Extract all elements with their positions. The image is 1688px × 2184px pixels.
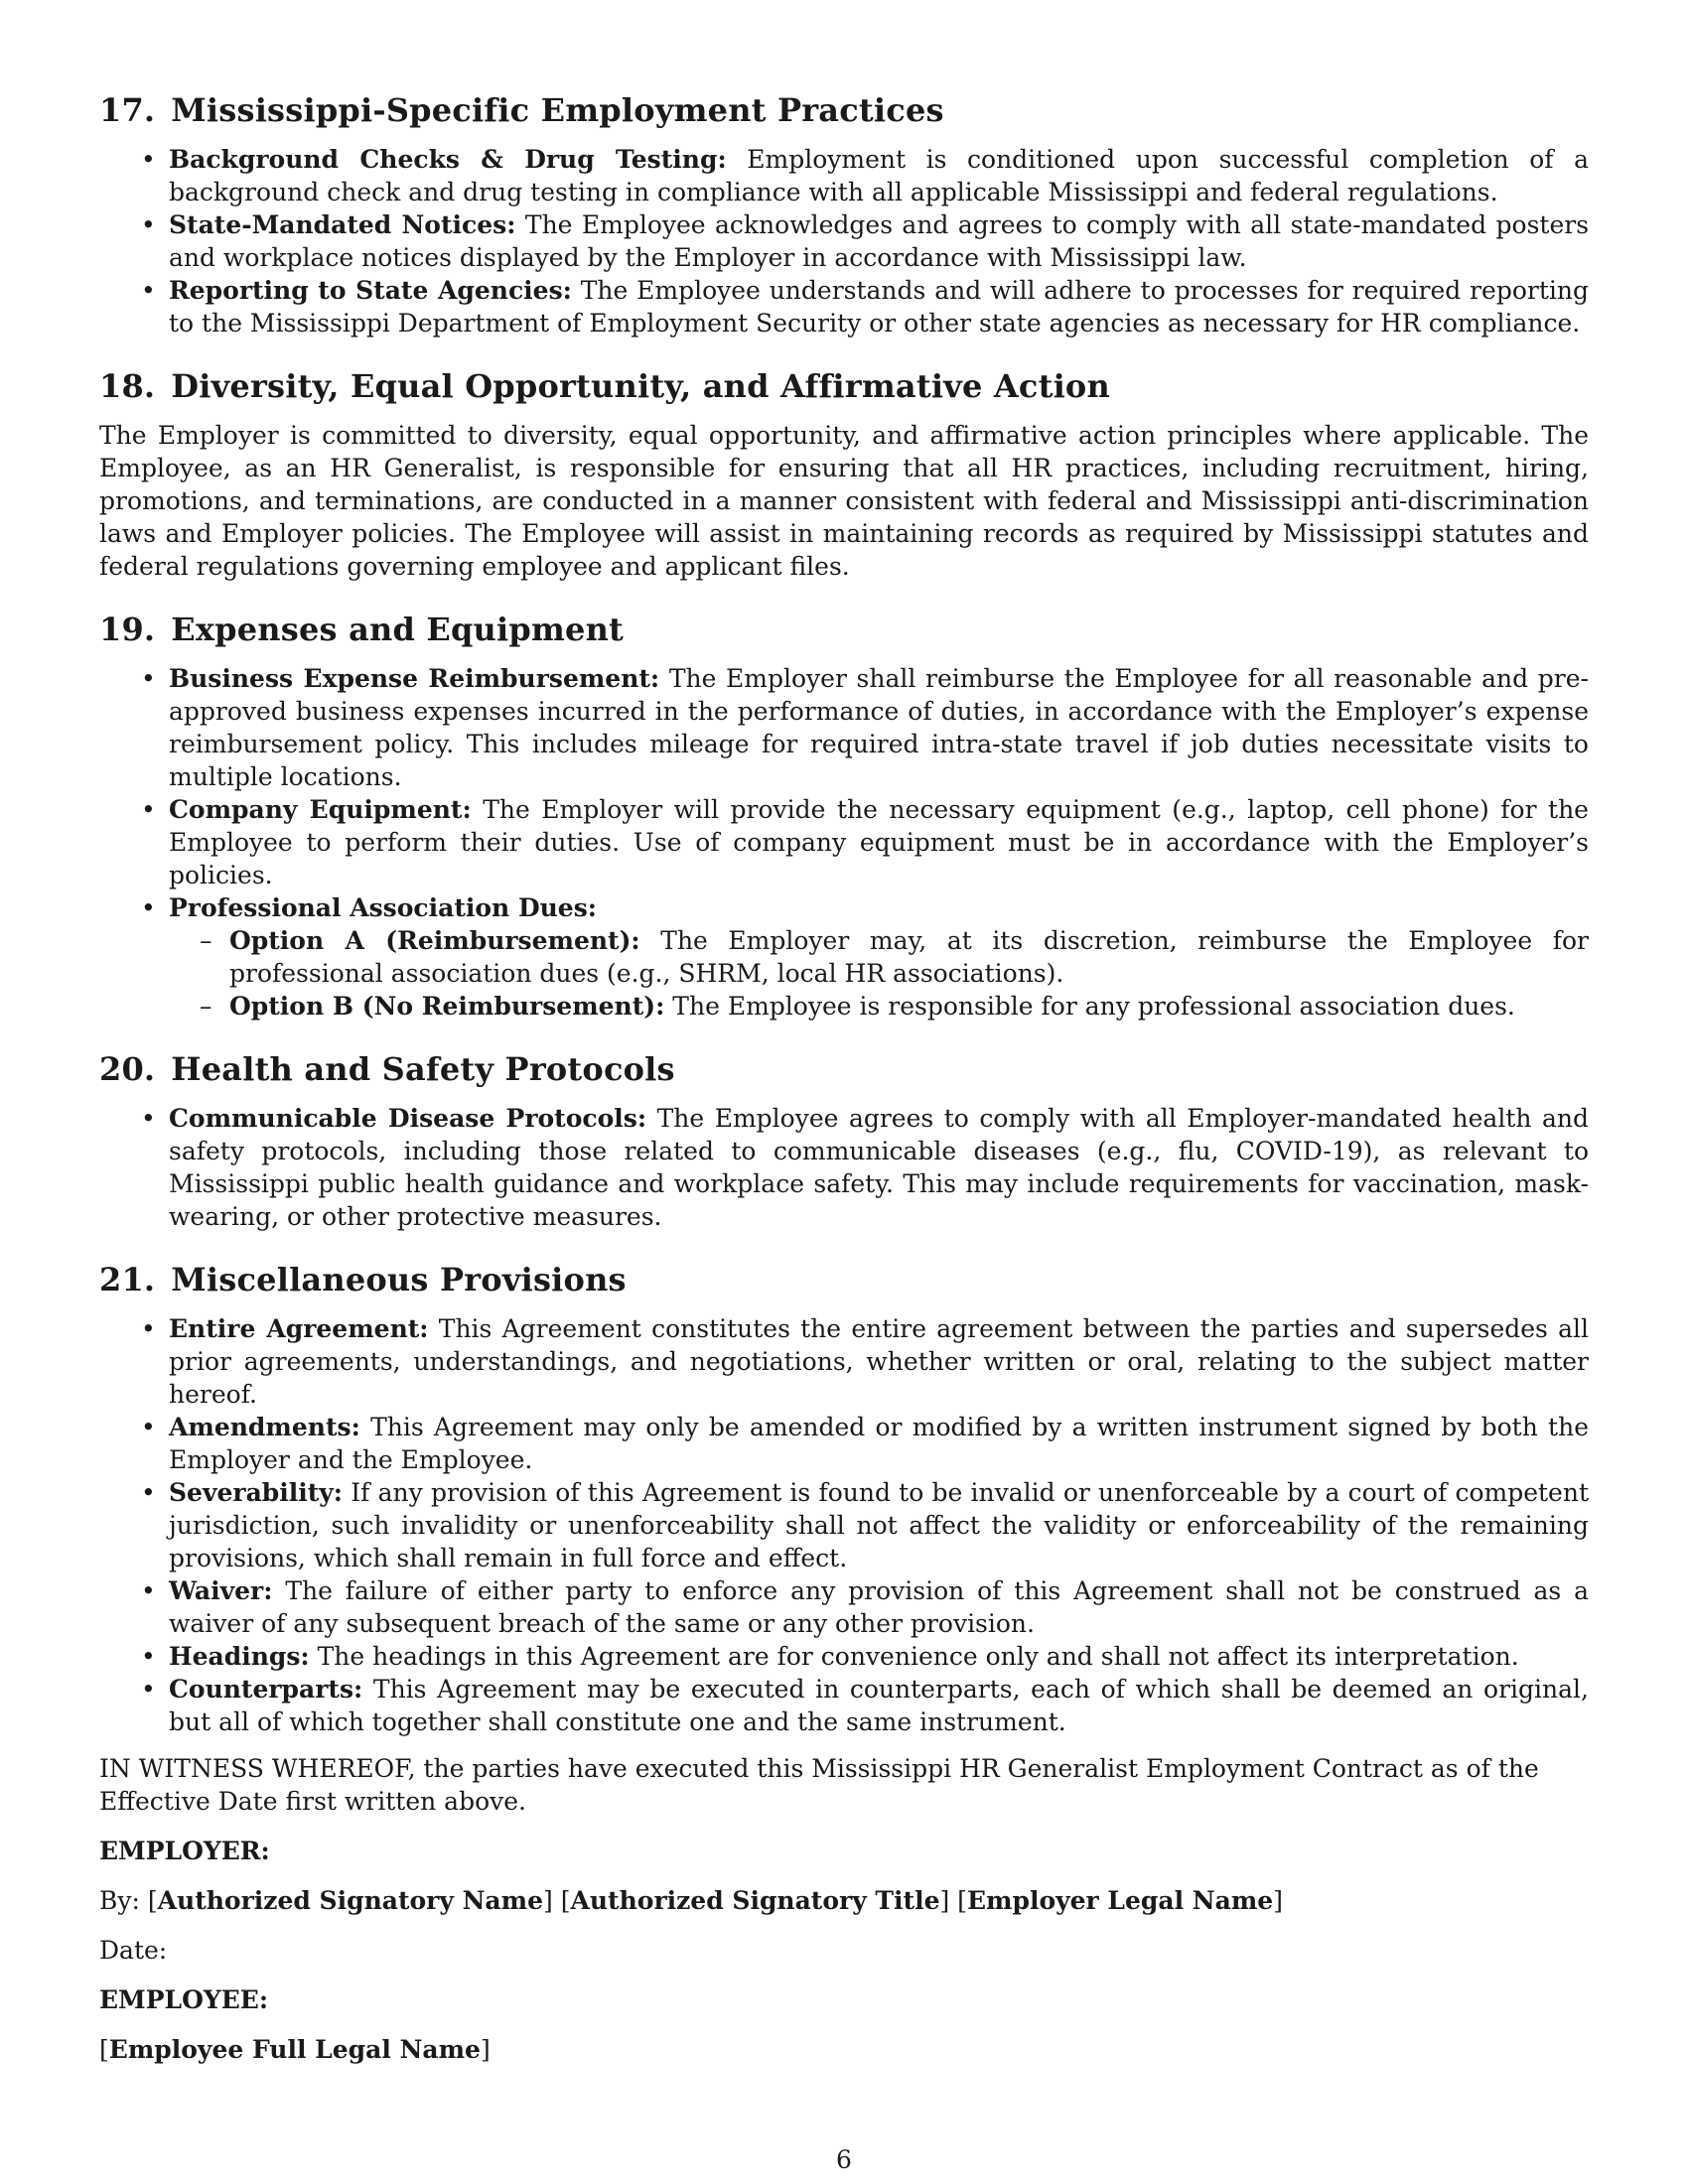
employer-signature-line: By: [Authorized Signatory Name] [Authorized Signatory Title] [Employer Legal Name]	[99, 1886, 1283, 1915]
list-item: • Reporting to State Agencies: The Employee understands and will adhere to processes for required reporting to the Mississippi Department of Employment Security or other state agencies as necessary for HR compliance.	[169, 274, 1589, 340]
section-heading: 17. Mississippi-Specific Employment Practices	[99, 91, 944, 129]
sub-list-item: – Option A (Reimbursement): The Employer may, at its discretion, reimburse the Employee for professional association dues (e.g., SHRM, local HR associations).	[229, 924, 1589, 990]
list-item: • Headings: The headings in this Agreement are for convenience only and shall not affect its interpretation.	[169, 1640, 1589, 1673]
sub-list-item: – Option B (No Reimbursement): The Employee is responsible for any professional association dues.	[229, 990, 1589, 1023]
section-20	[99, 1050, 1589, 1233]
section-paragraph: The Employer is committed to diversity, equal opportunity, and affirmative action principles where applicable. The Employee, as an HR Generalist, is responsible for ensuring that all HR practices, including recruitment, hiring, promotions, and terminations, are conducted in a manner consistent with federal and Mississippi anti-discrimination laws and Employer policies. The Employee will assist in maintaining records as required by Mississippi statutes and federal regulations governing employee and applicant files.	[99, 421, 1589, 581]
list-item: • Severability: If any provision of this Agreement is found to be invalid or unenforceable by a court of competent jurisdiction, such invalidity or unenforceability shall not affect the validity or enforceability of the remaining provisions, which shall remain in full force and effect.	[169, 1476, 1589, 1574]
section-17	[99, 91, 1589, 340]
section-21	[99, 1261, 1589, 1738]
section-heading: 21. Miscellaneous Provisions	[99, 1261, 627, 1298]
list-item: • Professional Association Dues: – Option A (Reimbursement): The Employer may, at its discretion, reimburse the Employee for professional association dues (e.g., SHRM, local HR associations). – Option B (No Reimbursement): The Employee is responsible for any professional association dues.	[169, 891, 1589, 1023]
date-line: Date:	[99, 1936, 168, 1965]
employee-label: EMPLOYEE:	[99, 1985, 269, 2014]
list-item: • Counterparts: This Agreement may be executed in counterparts, each of which shall be deemed an original, but all of which together shall constitute one and the same instrument.	[169, 1673, 1589, 1738]
section-19	[99, 611, 1589, 1023]
list-item: • Background Checks & Drug Testing: Employment is conditioned upon successful completion of a background check and drug testing in compliance with all applicable Mississippi and federal regulations.	[169, 143, 1589, 208]
employer-label: EMPLOYER:	[99, 1837, 270, 1865]
bullet-list	[99, 143, 1589, 340]
section-heading: 18. Diversity, Equal Opportunity, and Affirmative Action	[99, 367, 1110, 405]
list-item: • Amendments: This Agreement may only be amended or modified by a written instrument signed by both the Employer and the Employee.	[169, 1411, 1589, 1476]
list-item: • State-Mandated Notices: The Employee acknowledges and agrees to comply with all state-mandated posters and workplace notices displayed by the Employer in accordance with Mississippi law.	[169, 208, 1589, 274]
list-item: • Waiver: The failure of either party to enforce any provision of this Agreement shall not be construed as a waiver of any subsequent breach of the same or any other provision.	[169, 1574, 1589, 1640]
list-item: • Communicable Disease Protocols: The Employee agrees to comply with all Employer-mandated health and safety protocols, including those related to communicable diseases (e.g., flu, COVID-19), as relevant to Mississippi public health guidance and workplace safety. This may include requirements for vaccination, mask-wearing, or other protective measures.	[169, 1102, 1589, 1233]
section-18	[99, 367, 1589, 583]
bullet-list	[99, 1312, 1589, 1738]
sub-list	[169, 924, 1589, 1023]
section-heading: 19. Expenses and Equipment	[99, 611, 625, 648]
bullet-list	[99, 662, 1589, 1023]
list-item: • Company Equipment: The Employer will provide the necessary equipment (e.g., laptop, cell phone) for the Employee to perform their duties. Use of company equipment must be in accordance with the Employer’s policies.	[169, 793, 1589, 891]
signature-block	[99, 1752, 1589, 2066]
section-heading: 20. Health and Safety Protocols	[99, 1050, 675, 1088]
page-number: 6	[836, 2145, 852, 2174]
bullet-list	[99, 1102, 1589, 1233]
contract-page	[99, 91, 1589, 2083]
witness-statement: IN WITNESS WHEREOF, the parties have executed this Mississippi HR Generalist Employment Contract as of the Effective Date first written above.	[99, 1754, 1539, 1816]
list-item: • Business Expense Reimbursement: The Employer shall reimburse the Employee for all reasonable and pre-approved business expenses incurred in the performance of duties, in accordance with the Employer’s expense reimbursement policy. This includes mileage for required intra-state travel if job duties necessitate visits to multiple locations.	[169, 662, 1589, 793]
employee-name-line: [Employee Full Legal Name]	[99, 2035, 491, 2064]
list-item: • Entire Agreement: This Agreement constitutes the entire agreement between the parties and supersedes all prior agreements, understandings, and negotiations, whether written or oral, relating to the subject matter hereof.	[169, 1312, 1589, 1411]
